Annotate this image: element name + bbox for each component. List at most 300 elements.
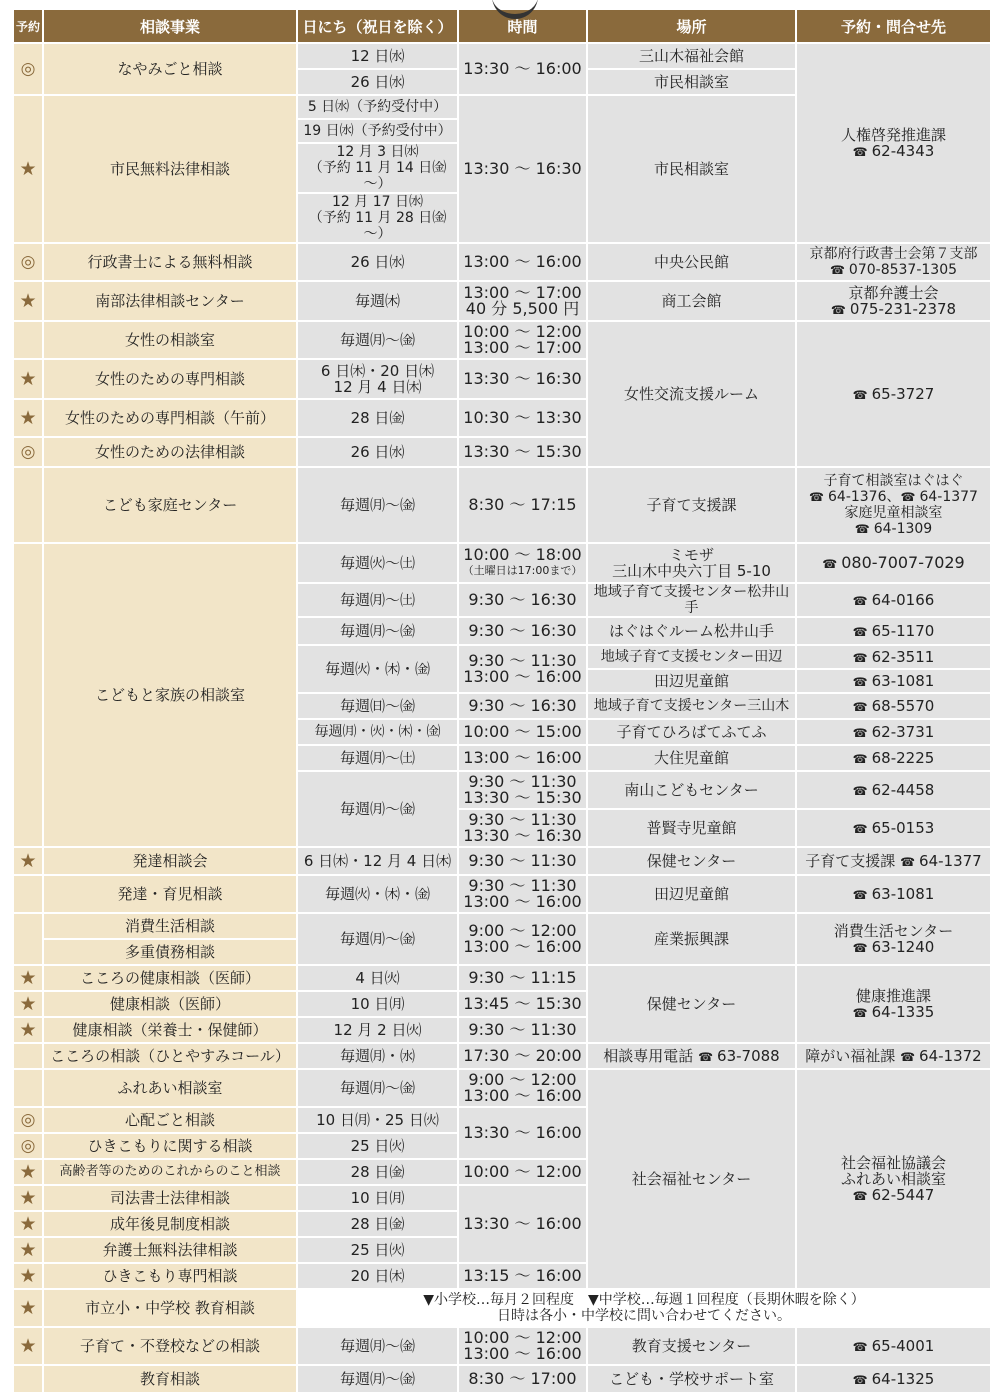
date-line: 12 月 4 日㈭	[333, 378, 422, 396]
mark-cell	[13, 913, 43, 965]
phone-icon: ☎	[852, 674, 868, 689]
time-cell: 10:00 ～ 12:00	[458, 1159, 587, 1185]
phone-icon: ☎	[852, 751, 868, 766]
contact-cell	[796, 1069, 991, 1289]
time-line: 9:30 ～ 11:30	[468, 772, 577, 791]
date-cell: 12 日㈬	[297, 43, 458, 69]
phone-icon: ☎	[852, 1339, 868, 1354]
mark-cell	[13, 437, 43, 467]
contact-cell	[796, 847, 991, 875]
phone-icon: ☎	[852, 144, 868, 159]
place-cell: 市民相談室	[587, 95, 796, 243]
mark-cell	[13, 321, 43, 359]
phone-icon: ☎	[852, 783, 868, 798]
date-cell: 10 日㈪	[297, 991, 458, 1017]
service-name: こころの健康相談（医師）	[43, 965, 297, 991]
service-name: なやみごと相談	[43, 43, 297, 95]
contact-cell	[796, 771, 991, 809]
service-name: 行政書士による無料相談	[43, 243, 297, 281]
service-name: 多重債務相談	[43, 939, 297, 965]
date-cell: 26 日㈬	[297, 69, 458, 95]
service-name: 市立小・中学校 教育相談	[43, 1289, 297, 1327]
header-service: 相談事業	[43, 9, 297, 43]
date-cell	[297, 359, 458, 399]
service-name: 女性のための専門相談（午前）	[43, 399, 297, 437]
time-line: 10:00 ～ 12:00	[463, 1328, 582, 1347]
date-cell: 25 日㈫	[297, 1237, 458, 1263]
service-name: こころの相談（ひとやすみコール）	[43, 1043, 297, 1069]
date-cell: 28 日㈮	[297, 399, 458, 437]
table-row	[13, 875, 991, 913]
time-cell: 13:15 ～ 16:00	[458, 1263, 587, 1289]
phone-icon: ☎	[900, 490, 916, 504]
time-cell: 8:30 ～ 17:00	[458, 1365, 587, 1393]
phone-icon: ☎	[852, 821, 868, 836]
contact-cell	[796, 745, 991, 771]
time-line: 13:00 ～ 16:00	[463, 667, 582, 686]
table-row	[13, 1069, 991, 1107]
mark-cell	[13, 991, 43, 1017]
phone-icon: ☎	[829, 263, 845, 277]
mark-cell	[13, 1263, 43, 1289]
contact-cell	[796, 467, 991, 543]
time-cell: 13:30 ～ 16:00	[458, 1185, 587, 1263]
star-mark-icon: ★	[17, 1213, 39, 1235]
place-cell: はぐはぐルーム松井山手	[587, 617, 796, 645]
fee-line: 40 分 5,500 円	[465, 299, 580, 318]
mark-cell	[13, 243, 43, 281]
contact-cell	[796, 645, 991, 669]
place-cell: 中央公民館	[587, 243, 796, 281]
service-name: 成年後見制度相談	[43, 1211, 297, 1237]
school-note: 日時は各小・中学校に問い合わせてください。	[497, 1308, 791, 1324]
star-mark-icon: ★	[17, 1239, 39, 1261]
time-cell: 9:30 ～ 11:30	[458, 1017, 587, 1043]
time-line: 13:00 ～ 17:00	[463, 283, 582, 302]
phone-icon: ☎	[852, 940, 868, 955]
time-cell	[458, 771, 587, 809]
contact-cell	[796, 809, 991, 847]
star-mark-icon: ★	[17, 1019, 39, 1041]
date-cell: 毎週㈪～㈯	[297, 745, 458, 771]
contact-cell	[796, 669, 991, 693]
table-row	[13, 1327, 991, 1365]
date-cell: 10 日㈪	[297, 1185, 458, 1211]
date-cell: 19 日㈬（予約受付中）	[297, 119, 458, 143]
mark-cell	[13, 875, 43, 913]
time-cell: 9:30 ～ 16:30	[458, 693, 587, 719]
star-mark-icon: ★	[17, 967, 39, 989]
date-cell: 20 日㈭	[297, 1263, 458, 1289]
table-row	[13, 321, 991, 359]
contact-name: 京都府行政書士会第７支部	[809, 246, 978, 262]
contact-name: 子育て支援課	[805, 851, 896, 870]
mark-cell	[13, 281, 43, 321]
service-name: 心配ごと相談	[43, 1107, 297, 1133]
contact-tel: 075-231-2378	[849, 299, 957, 318]
contact-tel: 62-3511	[871, 647, 935, 666]
star-mark-icon: ★	[17, 407, 39, 429]
time-line: 13:00 ～ 16:00	[463, 1344, 582, 1363]
date-cell: 6 日㈭・12 月 4 日㈭	[297, 847, 458, 875]
contact-cell	[796, 1365, 991, 1393]
contact-cell	[796, 1043, 991, 1069]
contact-cell	[796, 543, 991, 583]
date-cell: 26 日㈬	[297, 437, 458, 467]
phone-icon: ☎	[900, 854, 916, 869]
table-row	[13, 913, 991, 939]
phone-icon: ☎	[698, 1049, 714, 1064]
contact-tel: 63-1081	[871, 671, 935, 690]
time-cell	[458, 645, 587, 693]
date-cell: 毎週㈫・㈭・㈮	[297, 875, 458, 913]
time-cell: 10:00 ～ 15:00	[458, 719, 587, 745]
star-mark-icon: ★	[17, 1187, 39, 1209]
place-cell: 普賢寺児童館	[587, 809, 796, 847]
schedule-wrap	[12, 8, 990, 1394]
service-name: 南部法律相談センター	[43, 281, 297, 321]
phone-icon: ☎	[852, 650, 868, 665]
place-cell: 三山木福祉会館	[587, 43, 796, 69]
time-line: 9:30 ～ 11:30	[468, 876, 577, 895]
phone-icon: ☎	[854, 522, 870, 536]
mark-cell	[13, 1107, 43, 1133]
date-cell: 毎週㈭	[297, 281, 458, 321]
contact-name: 健康推進課	[855, 986, 931, 1005]
contact-cell	[796, 693, 991, 719]
place-cell: 保健センター	[587, 965, 796, 1043]
time-line: 13:30 ～ 15:30	[463, 788, 582, 807]
date-cell	[297, 143, 458, 193]
contact-tel: 64-1335	[871, 1002, 935, 1021]
date-cell: 25 日㈫	[297, 1133, 458, 1159]
contact-cell	[796, 1327, 991, 1365]
contact-tel: 64-1377	[919, 489, 978, 505]
contact-cell	[796, 43, 991, 243]
contact-name: 家庭児童相談室	[844, 505, 943, 521]
time-cell: 13:00 ～ 16:00	[458, 243, 587, 281]
place-cell: 地域子育て支援センター松井山手	[587, 583, 796, 617]
header-contact: 予約・問合せ先	[796, 9, 991, 43]
contact-tel: 65-0153	[871, 818, 935, 837]
mark-cell	[13, 95, 43, 243]
time-line: 13:00 ～ 17:00	[463, 338, 582, 357]
phone-icon: ☎	[809, 490, 824, 504]
phone-icon: ☎	[852, 1372, 868, 1387]
date-cell: 毎週㈪～㈮	[297, 617, 458, 645]
header-place: 場所	[587, 9, 796, 43]
place-cell: 大住児童館	[587, 745, 796, 771]
time-line: 10:00 ～ 12:00	[463, 322, 582, 341]
time-line: 9:30 ～ 11:30	[468, 651, 577, 670]
place-cell: こども・学校サポート室	[587, 1365, 796, 1393]
table-row	[13, 281, 991, 321]
date-cell: 毎週㈪～㈮	[297, 1069, 458, 1107]
contact-tel: 64-1325	[871, 1369, 935, 1388]
place-cell: 南山こどもセンター	[587, 771, 796, 809]
header-reservation: 予約	[13, 9, 43, 43]
time-line: 10:00 ～ 18:00	[463, 545, 582, 564]
contact-name: 子育て相談室はぐはぐ	[823, 473, 964, 489]
date-cell: 毎週㈪・㈫・㈭・㈮	[297, 719, 458, 745]
contact-cell	[796, 321, 991, 467]
time-note: （土曜日は17:00まで）	[462, 564, 583, 577]
date-cell: 毎週㈫・㈭・㈮	[297, 645, 458, 693]
date-cell: 10 日㈪・25 日㈫	[297, 1107, 458, 1133]
service-name: 消費生活相談	[43, 913, 297, 939]
service-name: 弁護士無料法律相談	[43, 1237, 297, 1263]
star-mark-icon: ★	[17, 158, 39, 180]
contact-tel: 62-3731	[871, 722, 935, 741]
date-line: 12 月 17 日㈬	[332, 194, 423, 210]
consultation-table	[12, 8, 992, 1394]
table-row	[13, 965, 991, 991]
date-line: 6 日㈭・20 日㈭	[320, 362, 435, 380]
phone-icon: ☎	[852, 725, 868, 740]
mark-cell	[13, 1365, 43, 1393]
time-cell	[458, 913, 587, 965]
time-cell: 9:30 ～ 11:30	[458, 847, 587, 875]
phone-icon: ☎	[852, 593, 868, 608]
service-name: ふれあい相談室	[43, 1069, 297, 1107]
time-line: 9:00 ～ 12:00	[468, 1070, 577, 1089]
star-mark-icon: ★	[17, 1297, 39, 1319]
table-row	[13, 543, 991, 583]
time-cell	[458, 321, 587, 359]
contact-tel: 64-0166	[871, 590, 935, 609]
mark-cell	[13, 43, 43, 95]
contact-tel: 63-1240	[871, 937, 935, 956]
mark-cell	[13, 1185, 43, 1211]
place-cell: 保健センター	[587, 847, 796, 875]
date-line: 12 月 3 日㈬	[336, 144, 419, 160]
place-cell	[587, 1043, 796, 1069]
time-line: 13:00 ～ 16:00	[463, 937, 582, 956]
time-cell: 13:30 ～ 16:00	[458, 43, 587, 95]
date-cell: 毎週㈪～㈮	[297, 771, 458, 847]
contact-name: 京都弁護士会	[848, 283, 939, 302]
contact-name: ふれあい相談室	[840, 1169, 946, 1188]
mark-cell	[13, 1237, 43, 1263]
table-row	[13, 847, 991, 875]
header-time: 時間	[458, 9, 587, 43]
mark-cell	[13, 965, 43, 991]
service-name: 市民無料法律相談	[43, 95, 297, 243]
service-name: 女性のための専門相談	[43, 359, 297, 399]
service-name: 教育相談	[43, 1365, 297, 1393]
contact-cell	[796, 583, 991, 617]
date-note: （予約 11 月 14 日㈮～）	[308, 160, 447, 192]
place-cell: 産業振興課	[587, 913, 796, 965]
table-row	[13, 43, 991, 69]
time-cell: 9:30 ～ 11:15	[458, 965, 587, 991]
phone-icon: ☎	[852, 1188, 868, 1203]
date-cell: 5 日㈬（予約受付中）	[297, 95, 458, 119]
place-cell: 社会福祉センター	[587, 1069, 796, 1289]
table-row	[13, 1289, 991, 1327]
date-cell: 毎週㈪～㈮	[297, 913, 458, 965]
time-cell: 10:30 ～ 13:30	[458, 399, 587, 437]
time-cell	[458, 809, 587, 847]
star-mark-icon: ★	[17, 993, 39, 1015]
table-row	[13, 1043, 991, 1069]
phone-icon: ☎	[852, 887, 868, 902]
time-cell	[458, 1069, 587, 1107]
place-cell: 教育支援センター	[587, 1327, 796, 1365]
contact-tel: 62-4458	[871, 780, 935, 799]
place-cell: 子育て支援課	[587, 467, 796, 543]
contact-tel: 68-2225	[871, 748, 935, 767]
place-address: 三山木中央六丁目 5-10	[612, 562, 771, 580]
contact-tel: 65-4001	[871, 1336, 935, 1355]
mark-cell	[13, 1159, 43, 1185]
phone-icon: ☎	[852, 624, 868, 639]
mark-cell	[13, 399, 43, 437]
place-cell	[587, 543, 796, 583]
contact-tel: 63-1081	[871, 884, 935, 903]
contact-name: 人権啓発推進課	[840, 125, 946, 144]
header-date: 日にち（祝日を除く）	[297, 9, 458, 43]
place-cell: 女性交流支援ルーム	[587, 321, 796, 467]
contact-cell	[796, 913, 991, 965]
service-name: 健康相談（医師）	[43, 991, 297, 1017]
mark-cell	[13, 359, 43, 399]
service-name: こどもと家族の相談室	[43, 543, 297, 847]
place-cell: 地域子育て支援センター三山木	[587, 693, 796, 719]
mark-cell	[13, 543, 43, 847]
contact-tel: 64-1372	[919, 1046, 982, 1065]
date-cell: 毎週㈪～㈮	[297, 321, 458, 359]
service-name: 発達相談会	[43, 847, 297, 875]
star-mark-icon: ★	[17, 368, 39, 390]
table-row	[13, 243, 991, 281]
date-cell: 毎週㈪～㈮	[297, 467, 458, 543]
place-line: ミモザ	[668, 546, 714, 564]
time-line: 13:00 ～ 16:00	[463, 1086, 582, 1105]
contact-cell	[796, 243, 991, 281]
phone-icon: ☎	[852, 1005, 868, 1020]
time-cell: 17:30 ～ 20:00	[458, 1043, 587, 1069]
time-line: 9:30 ～ 11:30	[468, 810, 577, 829]
place-cell: 商工会館	[587, 281, 796, 321]
service-name: 健康相談（栄養士・保健師）	[43, 1017, 297, 1043]
circle-mark-icon: ◎	[17, 441, 39, 463]
time-cell	[458, 281, 587, 321]
mark-cell	[13, 1211, 43, 1237]
star-mark-icon: ★	[17, 290, 39, 312]
mark-cell	[13, 1327, 43, 1365]
date-cell: 毎週㈫～㈯	[297, 543, 458, 583]
place-cell: 田辺児童館	[587, 669, 796, 693]
contact-tel: 65-1170	[871, 621, 935, 640]
place-cell: 市民相談室	[587, 69, 796, 95]
date-cell: 28 日㈮	[297, 1159, 458, 1185]
date-note: （予約 11 月 28 日㈮～）	[308, 210, 447, 242]
time-cell: 13:45 ～ 15:30	[458, 991, 587, 1017]
star-mark-icon: ★	[17, 1161, 39, 1183]
service-name: 高齢者等のためのこれからのこと相談	[43, 1159, 297, 1185]
date-cell: 12 月 2 日㈫	[297, 1017, 458, 1043]
date-cell: 毎週㈪～㈮	[297, 1327, 458, 1365]
date-cell: 毎週㈪～㈯	[297, 583, 458, 617]
circle-mark-icon: ◎	[17, 58, 39, 80]
circle-mark-icon: ◎	[17, 1135, 39, 1157]
service-name: 子育て・不登校などの相談	[43, 1327, 297, 1365]
service-name: 女性の相談室	[43, 321, 297, 359]
time-line: 13:00 ～ 16:00	[463, 892, 582, 911]
service-name: 女性のための法律相談	[43, 437, 297, 467]
time-cell: 13:30 ～ 16:00	[458, 1107, 587, 1159]
star-mark-icon: ★	[17, 1265, 39, 1287]
place-tel: 63-7088	[717, 1046, 780, 1065]
contact-cell	[796, 875, 991, 913]
contact-cell	[796, 719, 991, 745]
date-cell: 26 日㈬	[297, 243, 458, 281]
place-cell: 子育てひろばてふてふ	[587, 719, 796, 745]
time-line: 9:00 ～ 12:00	[468, 921, 577, 940]
contact-name: 社会福祉協議会	[840, 1153, 946, 1172]
mark-cell	[13, 847, 43, 875]
time-cell: 9:30 ～ 16:30	[458, 617, 587, 645]
date-cell	[297, 193, 458, 243]
table-row	[13, 1365, 991, 1393]
phone-icon: ☎	[852, 387, 868, 402]
contact-tel: 62-4343	[871, 141, 935, 160]
phone-icon: ☎	[830, 302, 846, 317]
service-name: ひきこもりに関する相談	[43, 1133, 297, 1159]
time-cell	[458, 1327, 587, 1365]
time-cell	[458, 543, 587, 583]
date-cell: 毎週㈪・㈬	[297, 1043, 458, 1069]
date-cell: 毎週㈪～㈮	[297, 1365, 458, 1393]
mark-cell	[13, 1289, 43, 1327]
service-name: こども家庭センター	[43, 467, 297, 543]
phone-icon: ☎	[900, 1049, 916, 1064]
date-cell: 毎週㈰～㈮	[297, 693, 458, 719]
date-cell: 28 日㈮	[297, 1211, 458, 1237]
table-row	[13, 467, 991, 543]
time-cell: 13:30 ～ 16:30	[458, 95, 587, 243]
mark-cell	[13, 1043, 43, 1069]
contact-tel: 64-1377	[919, 851, 982, 870]
contact-cell	[796, 965, 991, 1043]
contact-tel: 65-3727	[871, 384, 935, 403]
time-cell: 13:30 ～ 15:30	[458, 437, 587, 467]
star-mark-icon: ★	[17, 850, 39, 872]
service-name: 発達・育児相談	[43, 875, 297, 913]
contact-tel: 070-8537-1305	[848, 262, 958, 278]
phone-icon: ☎	[822, 556, 838, 571]
circle-mark-icon: ◎	[17, 251, 39, 273]
mark-cell	[13, 1017, 43, 1043]
contact-cell	[796, 281, 991, 321]
time-cell: 13:00 ～ 16:00	[458, 745, 587, 771]
time-cell: 13:30 ～ 16:30	[458, 359, 587, 399]
service-name: 司法書士法律相談	[43, 1185, 297, 1211]
contact-tel: 68-5570	[871, 696, 935, 715]
school-note-cell	[297, 1289, 991, 1327]
contact-name: 消費生活センター	[833, 921, 954, 940]
service-name: ひきこもり専門相談	[43, 1263, 297, 1289]
place-cell: 地域子育て支援センター田辺	[587, 645, 796, 669]
mark-cell	[13, 467, 43, 543]
school-note: ▼小学校…毎月２回程度 ▼中学校…毎週１回程度（長期休暇を除く）	[423, 1292, 865, 1308]
contact-cell	[796, 617, 991, 645]
contact-tel: 64-1309	[873, 521, 933, 537]
time-cell: 8:30 ～ 17:15	[458, 467, 587, 543]
phone-icon: ☎	[852, 699, 868, 714]
circle-mark-icon: ◎	[17, 1109, 39, 1131]
